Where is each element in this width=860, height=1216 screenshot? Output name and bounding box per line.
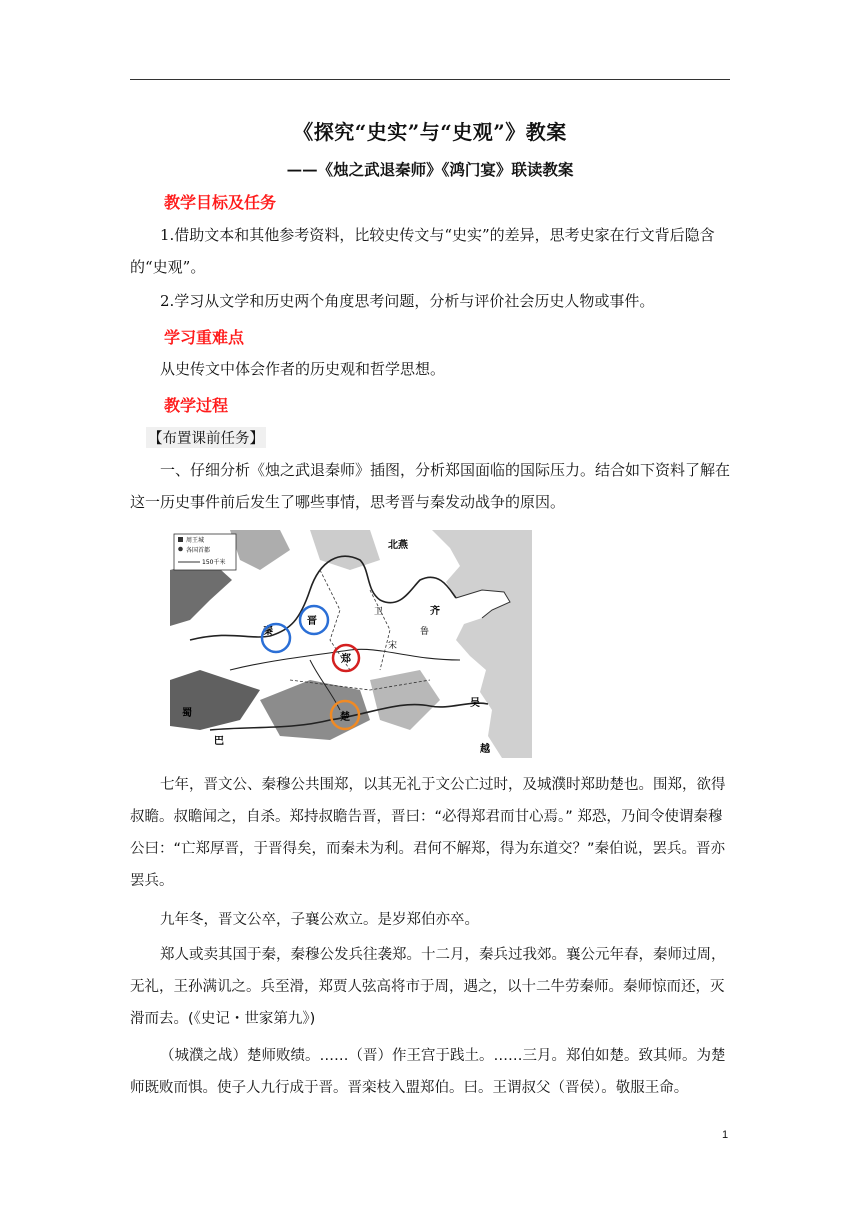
task-1-text: 一、仔细分析《烛之武退秦师》插图，分析郑国面临的国际压力。结合如下资料了解在这一历史事件前后发生了哪些事情，思考晋与秦发动战争的原因。 [130, 461, 731, 511]
heading-key-points: 学习重难点 [164, 328, 245, 347]
key-points-text: 从史传文中体会作者的历史观和哲学思想。 [160, 360, 446, 378]
page-number: 1 [722, 1129, 729, 1141]
passage-1: 七年，晋文公、秦穆公共围郑，以其无礼于文公亡过时，及城濮时郑助楚也。围郑，欲得叔瞻。叔瞻闻之，自杀。郑持叔瞻告晋，晋曰：“必得郑君而甘心焉。” 郑恐，乃间令使谓秦穆公曰：“亡郑厚晋，于晋得矣，而秦未为利。君何不解郑，得为东道交？”秦伯说，罢兵。晋亦罢兵。 [130, 777, 726, 889]
state-label-qi: 齐 [430, 606, 440, 617]
state-label-chu: 楚 [340, 712, 350, 723]
state-label-yue: 越 [480, 744, 490, 755]
map-figure [170, 530, 532, 758]
goal-item-2: 2.学习从文学和历史两个角度思考问题，分析与评价社会历史人物或事件。 [160, 292, 655, 310]
state-label-wu: 吴 [470, 698, 480, 709]
doc-subtitle: ——《烛之武退秦师》《鸿门宴》联读教案 [286, 160, 574, 179]
state-label-shu: 蜀 [182, 708, 192, 719]
state-label-qin: 秦 [263, 626, 273, 637]
state-label-lu: 鲁 [420, 627, 430, 637]
passage-2: 九年冬，晋文公卒，子襄公欢立。是岁郑伯亦卒。 [160, 912, 479, 928]
legend-royal-city: 周王城 [186, 537, 205, 544]
doc-title: 《探究“史实”与“史观”》教案 [293, 120, 567, 144]
goal-item-1: 1.借助文本和其他参考资料，比较史传文与“史实”的差异，思考史家在行文背后隐含的“史观”。 [130, 226, 715, 276]
state-label-yan: 北燕 [388, 540, 408, 551]
state-label-zheng: 郑 [341, 654, 351, 665]
passage-4: （城濮之战）楚师败绩。……（晋）作王宫于践土。……三月。郑伯如楚。致其师。为楚师既败而惧。使子人九行成于晋。晋栾枝入盟郑伯。曰。王谓叔父（晋侯）。敬服王命。 [130, 1048, 726, 1096]
heading-goals: 教学目标及任务 [164, 193, 277, 212]
pre-class-task-label: 【布置课前任务】 [146, 427, 266, 448]
state-label-ba: 巴 [214, 736, 224, 747]
header-rule [130, 79, 730, 80]
state-label-song: 宋 [388, 641, 398, 651]
passage-3: 郑人或卖其国于秦，秦穆公发兵往袭郑。十二月，秦兵过我郊。襄公元年春，秦师过周，无礼，王孙满讥之。兵至滑，郑贾人弦高将市于周，遇之，以十二牛劳秦师。秦师惊而还，灭滑而去。(《史记・世家第九》) [130, 947, 726, 1027]
state-label-jin: 晋 [307, 616, 317, 627]
state-label-wei: 卫 [374, 607, 384, 617]
legend-scale: 150千米 [202, 559, 226, 566]
legend-capitals: 各国首都 [186, 547, 211, 554]
heading-process: 教学过程 [164, 396, 229, 415]
